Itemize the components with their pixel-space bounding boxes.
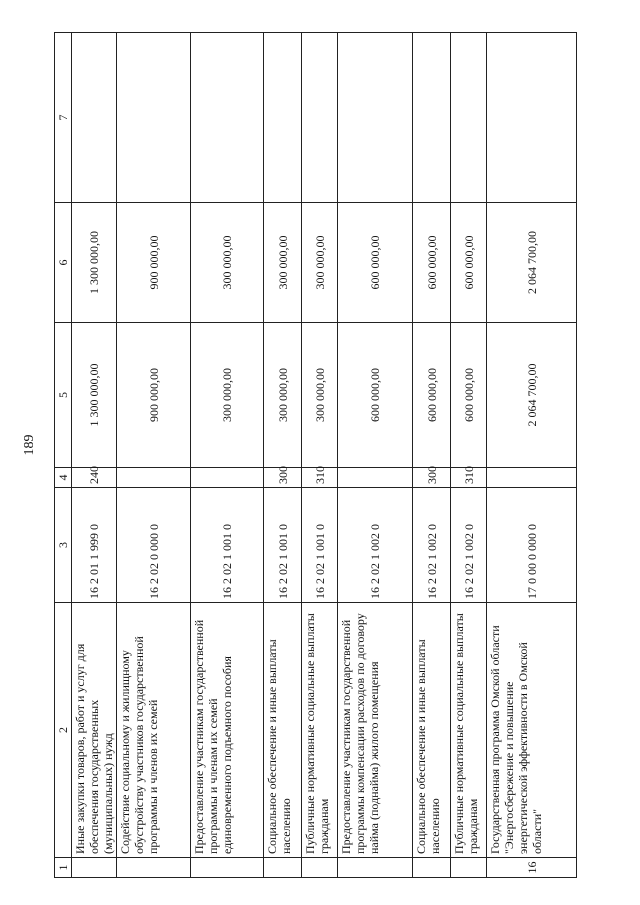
budget-table-sheet [54,33,587,878]
row-value-7 [72,33,117,203]
header-cell-4: 4 [55,468,72,488]
row-number: 16 [487,858,577,878]
row-value-5: 600 000,00 [451,323,487,468]
row-value-5: 900 000,00 [117,323,191,468]
row-value-6: 600 000,00 [451,203,487,323]
row-number [264,858,302,878]
header-cell-1: 1 [55,858,72,878]
row-name: Предоставление участникам государственной программы и членам их семей единовременного подъемного пособия [191,603,264,858]
row-number [338,858,413,878]
row-number [413,858,451,878]
row-code: 17 0 00 0 000 0 [487,488,577,603]
row-value-7 [302,33,338,203]
row-value-5: 300 000,00 [302,323,338,468]
row-value-6: 600 000,00 [413,203,451,323]
row-value-7 [338,33,413,203]
table-row [487,33,577,878]
row-value-6: 600 000,00 [338,203,413,323]
row-code: 16 2 02 0 000 0 [117,488,191,603]
header-cell-7: 7 [55,33,72,203]
row-value-6: 300 000,00 [191,203,264,323]
row-type: 300 [264,468,302,488]
row-value-6: 300 000,00 [264,203,302,323]
table-row [191,33,264,878]
header-cell-3: 3 [55,488,72,603]
row-name: Социальное обеспечение и иные выплаты населению [413,603,451,858]
row-value-6: 2 064 700,00 [487,203,577,323]
table-row [302,33,338,878]
table-row [264,33,302,878]
row-code: 16 2 01 1 999 0 [72,488,117,603]
row-value-7 [117,33,191,203]
row-value-6: 1 300 000,00 [72,203,117,323]
row-code: 16 2 02 1 001 0 [302,488,338,603]
row-type [338,468,413,488]
row-type [117,468,191,488]
row-type: 310 [302,468,338,488]
row-type: 240 [72,468,117,488]
row-type: 310 [451,468,487,488]
row-name: Содействие социальному и жилищному обустройству участников государственной программы и членов их семей [117,603,191,858]
table-row [117,33,191,878]
row-value-6: 300 000,00 [302,203,338,323]
row-code: 16 2 02 1 002 0 [451,488,487,603]
table-row [338,33,413,878]
row-number [451,858,487,878]
row-name: Иные закупки товаров, работ и услуг для обеспечения государственных (муниципальных) нужд [72,603,117,858]
table-row [72,33,117,878]
header-cell-5: 5 [55,323,72,468]
row-value-7 [487,33,577,203]
table-row [451,33,487,878]
row-code: 16 2 02 1 001 0 [264,488,302,603]
row-number [72,858,117,878]
row-value-5: 300 000,00 [264,323,302,468]
row-name: Государственная программа Омской области "Энергосбережение и повышение энергетической эффективности в Омской области" [487,603,577,858]
row-value-5: 2 064 700,00 [487,323,577,468]
header-row [55,33,72,878]
budget-table [54,32,577,878]
row-number [191,858,264,878]
page-number: 189 [22,434,37,456]
row-code: 16 2 02 1 002 0 [338,488,413,603]
table-row [413,33,451,878]
row-name: Предоставление участникам государственной программы компенсации расходов по договору найма (поднайма) жилого помещения [338,603,413,858]
row-value-7 [413,33,451,203]
row-name: Публичные нормативные социальные выплаты гражданам [451,603,487,858]
row-value-7 [264,33,302,203]
row-value-7 [451,33,487,203]
row-type: 300 [413,468,451,488]
header-cell-6: 6 [55,203,72,323]
row-value-5: 1 300 000,00 [72,323,117,468]
row-value-5: 600 000,00 [338,323,413,468]
row-value-5: 600 000,00 [413,323,451,468]
row-name: Публичные нормативные социальные выплаты гражданам [302,603,338,858]
row-number [117,858,191,878]
row-code: 16 2 02 1 001 0 [191,488,264,603]
row-value-7 [191,33,264,203]
row-name: Социальное обеспечение и иные выплаты населению [264,603,302,858]
row-value-5: 300 000,00 [191,323,264,468]
row-code: 16 2 02 1 002 0 [413,488,451,603]
row-value-6: 900 000,00 [117,203,191,323]
row-type [487,468,577,488]
row-type [191,468,264,488]
row-number [302,858,338,878]
header-cell-2: 2 [55,603,72,858]
